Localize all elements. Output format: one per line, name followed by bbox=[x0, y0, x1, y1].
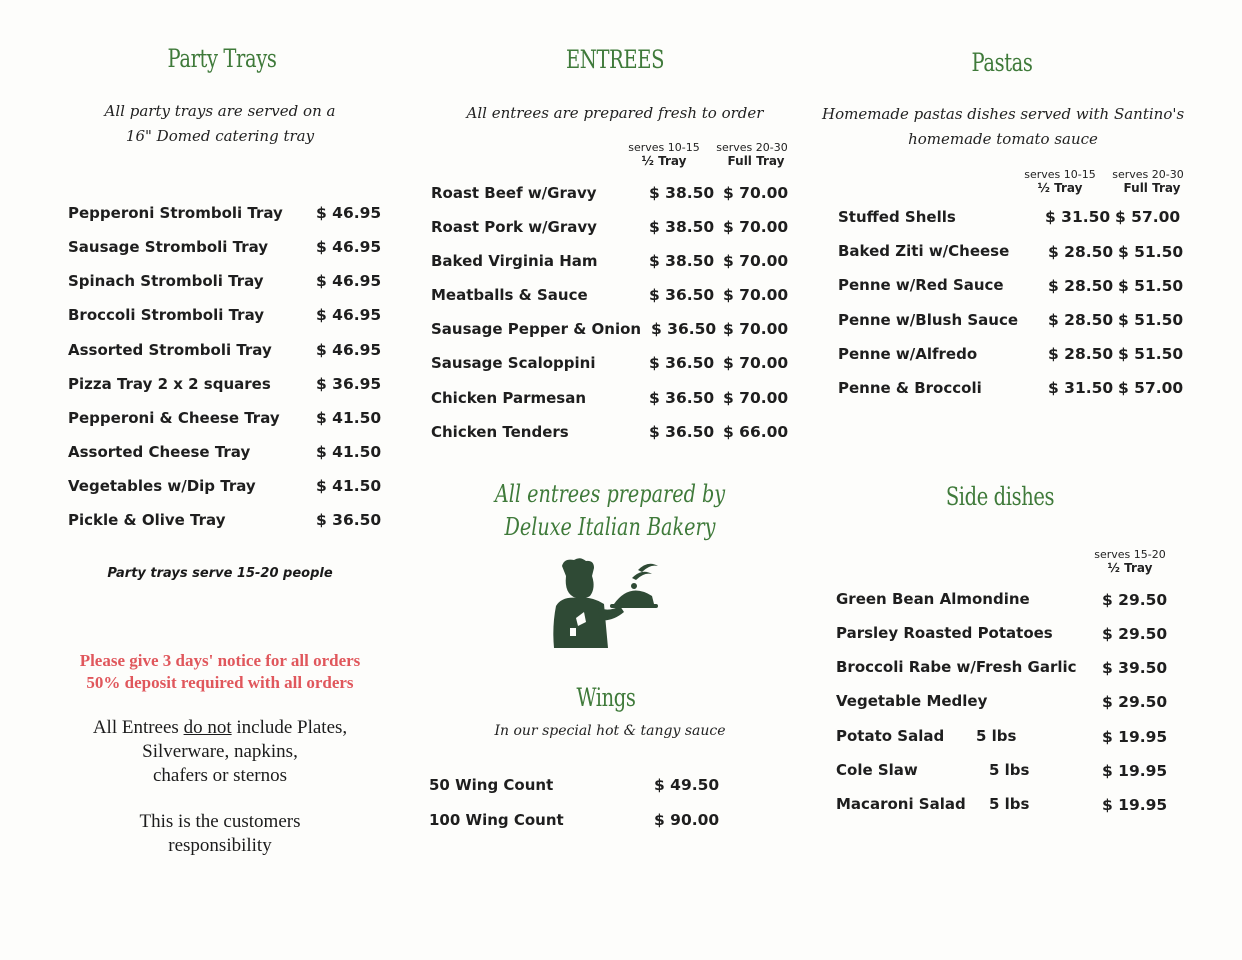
party-tray-item-price: $ 46.95 bbox=[316, 272, 382, 290]
party-trays-desc-line-2: 16" Domed catering tray bbox=[125, 127, 315, 145]
pasta-item-name: Penne w/Blush Sauce bbox=[838, 311, 1019, 329]
party-tray-item-price: $ 46.95 bbox=[316, 306, 382, 324]
disclaimer-text: All Entrees bbox=[92, 717, 184, 738]
entrees-description: All entrees are prepared fresh to order bbox=[466, 104, 764, 122]
side-dish-price: $ 29.50 bbox=[1102, 693, 1168, 711]
side-dish-quantity: 5 lbs bbox=[989, 761, 1030, 779]
party-tray-item-name: Pepperoni & Cheese Tray bbox=[68, 409, 280, 427]
side-dish-item-name: Vegetable Medley bbox=[836, 692, 988, 710]
entree-full-price: $ 66.00 bbox=[723, 423, 789, 441]
order-notice-line-1: Please give 3 days' notice for all orders bbox=[79, 651, 361, 670]
party-tray-item-name: Sausage Stromboli Tray bbox=[68, 238, 269, 256]
entrees-title: ENTREES bbox=[565, 45, 665, 74]
entree-item-name: Chicken Parmesan bbox=[431, 389, 587, 407]
entree-half-price: $ 36.50 bbox=[649, 423, 715, 441]
pasta-half-price: $ 28.50 bbox=[1048, 243, 1114, 261]
wings-description: In our special hot & tangy sauce bbox=[494, 723, 726, 739]
pasta-half-price: $ 28.50 bbox=[1048, 345, 1114, 363]
pasta-item-name: Stuffed Shells bbox=[838, 208, 956, 226]
entree-item-name: Meatballs & Sauce bbox=[431, 286, 588, 304]
bakery-credit-line-2: Deluxe Italian Bakery bbox=[504, 513, 716, 541]
entree-full-price: $ 70.00 bbox=[723, 252, 789, 270]
entree-half-price: $ 38.50 bbox=[649, 184, 715, 202]
side-dish-price: $ 29.50 bbox=[1102, 625, 1168, 643]
entree-full-price: $ 70.00 bbox=[723, 286, 789, 304]
entree-full-price: $ 70.00 bbox=[723, 184, 789, 202]
entree-item-name: Chicken Tenders bbox=[431, 423, 569, 441]
party-trays-title: Party Trays bbox=[167, 44, 277, 73]
party-tray-item-name: Pizza Tray 2 x 2 squares bbox=[68, 375, 271, 393]
party-tray-item-price: $ 41.50 bbox=[316, 409, 382, 427]
party-trays-desc-line-1: All party trays are served on a bbox=[104, 102, 336, 120]
party-tray-item-name: Broccoli Stromboli Tray bbox=[68, 306, 265, 324]
order-notice-line-2: 50% deposit required with all orders bbox=[86, 673, 354, 692]
side-dishes-title: Side dishes bbox=[945, 482, 1055, 511]
wing-item-name: 50 Wing Count bbox=[429, 776, 554, 794]
pastas-description bbox=[822, 102, 1184, 152]
party-tray-item-name: Pepperoni Stromboli Tray bbox=[68, 204, 283, 222]
chef-carrying-platter-icon bbox=[548, 556, 670, 650]
wing-item-name: 100 Wing Count bbox=[429, 811, 564, 829]
entree-item-name: Baked Virginia Ham bbox=[431, 252, 598, 270]
side-dish-price: $ 19.95 bbox=[1102, 728, 1168, 746]
entree-half-price: $ 38.50 bbox=[649, 218, 715, 236]
entree-full-price: $ 70.00 bbox=[723, 389, 789, 407]
entree-item-name: Roast Beef w/Gravy bbox=[431, 184, 597, 202]
pasta-full-price: $ 51.50 bbox=[1118, 345, 1184, 363]
side-dish-quantity: 5 lbs bbox=[976, 727, 1017, 745]
pastas-half-label: ½ Tray bbox=[1037, 181, 1083, 195]
party-tray-item-name: Pickle & Olive Tray bbox=[68, 511, 226, 529]
party-tray-item-price: $ 46.95 bbox=[316, 341, 382, 359]
side-dishes-half-label: ½ Tray bbox=[1107, 561, 1153, 575]
pasta-item-name: Penne w/Red Sauce bbox=[838, 276, 1004, 294]
side-dish-item-name: Cole Slaw bbox=[836, 761, 918, 779]
pasta-full-price: $ 51.50 bbox=[1118, 243, 1184, 261]
pastas-full-serves: serves 20-30 bbox=[1112, 168, 1184, 181]
pasta-item-name: Baked Ziti w/Cheese bbox=[838, 242, 1010, 260]
party-tray-item-price: $ 36.50 bbox=[316, 511, 382, 529]
side-dish-item-name: Parsley Roasted Potatoes bbox=[836, 624, 1053, 642]
entree-item-name: Sausage Scaloppini bbox=[431, 354, 596, 372]
side-dish-price: $ 19.95 bbox=[1102, 762, 1168, 780]
entree-item-name: Sausage Pepper & Onion bbox=[431, 320, 642, 338]
disclaimer-line-2: Silverware, napkins, bbox=[142, 741, 298, 762]
pastas-full-label: Full Tray bbox=[1123, 181, 1181, 195]
pasta-full-price: $ 51.50 bbox=[1118, 311, 1184, 329]
entree-half-price: $ 36.50 bbox=[651, 320, 717, 338]
wing-item-price: $ 90.00 bbox=[654, 811, 720, 829]
party-tray-item-price: $ 46.95 bbox=[316, 204, 382, 222]
party-trays-description bbox=[60, 99, 380, 149]
responsibility-line-1: This is the customers bbox=[139, 811, 301, 832]
party-tray-item-price: $ 41.50 bbox=[316, 443, 382, 461]
disclaimer-line-1 bbox=[20, 716, 420, 740]
side-dish-item-name: Macaroni Salad bbox=[836, 795, 966, 813]
entree-half-price: $ 36.50 bbox=[649, 286, 715, 304]
party-tray-item-name: Vegetables w/Dip Tray bbox=[68, 477, 256, 495]
entree-half-price: $ 36.50 bbox=[649, 389, 715, 407]
disclaimer-line-3: chafers or sternos bbox=[152, 765, 287, 786]
disclaimer-emphasis: do not bbox=[183, 717, 232, 738]
entree-half-price: $ 38.50 bbox=[649, 252, 715, 270]
disclaimer-text: include Plates, bbox=[231, 717, 348, 738]
party-tray-item-price: $ 36.95 bbox=[316, 375, 382, 393]
pasta-half-price: $ 28.50 bbox=[1048, 277, 1114, 295]
entree-full-price: $ 70.00 bbox=[723, 218, 789, 236]
disclaimer-block bbox=[20, 716, 420, 788]
pasta-half-price: $ 31.50 bbox=[1045, 208, 1111, 226]
party-tray-item-name: Spinach Stromboli Tray bbox=[68, 272, 264, 290]
pastas-desc-line-2: homemade tomato sauce bbox=[908, 130, 1098, 148]
pastas-half-serves: serves 10-15 bbox=[1024, 168, 1096, 181]
party-tray-item-price: $ 46.95 bbox=[316, 238, 382, 256]
pastas-title: Pastas bbox=[971, 48, 1033, 77]
side-dish-price: $ 19.95 bbox=[1102, 796, 1168, 814]
wings-title: Wings bbox=[576, 683, 636, 712]
bakery-credit-line-1: All entrees prepared by bbox=[494, 480, 726, 508]
pasta-full-price: $ 51.50 bbox=[1118, 277, 1184, 295]
entrees-half-label: ½ Tray bbox=[641, 154, 687, 168]
bakery-credit bbox=[490, 478, 730, 544]
entree-item-name: Roast Pork w/Gravy bbox=[431, 218, 597, 236]
side-dish-item-name: Potato Salad bbox=[836, 727, 945, 745]
pasta-full-price: $ 57.00 bbox=[1115, 208, 1181, 226]
pasta-item-name: Penne & Broccoli bbox=[838, 379, 982, 397]
entree-half-price: $ 36.50 bbox=[649, 354, 715, 372]
side-dish-item-name: Green Bean Almondine bbox=[836, 590, 1030, 608]
wing-item-price: $ 49.50 bbox=[654, 776, 720, 794]
entrees-full-serves: serves 20-30 bbox=[716, 141, 788, 154]
side-dish-price: $ 39.50 bbox=[1102, 659, 1168, 677]
pasta-half-price: $ 28.50 bbox=[1048, 311, 1114, 329]
party-tray-item-name: Assorted Cheese Tray bbox=[68, 443, 251, 461]
side-dish-price: $ 29.50 bbox=[1102, 591, 1168, 609]
responsibility-note bbox=[20, 810, 420, 858]
entree-full-price: $ 70.00 bbox=[723, 354, 789, 372]
side-dishes-half-serves: serves 15-20 bbox=[1094, 548, 1166, 561]
party-tray-item-name: Assorted Stromboli Tray bbox=[68, 341, 272, 359]
pasta-half-price: $ 31.50 bbox=[1048, 379, 1114, 397]
pastas-desc-line-1: Homemade pastas dishes served with Santino's bbox=[822, 105, 1185, 123]
pasta-full-price: $ 57.00 bbox=[1118, 379, 1184, 397]
pasta-item-name: Penne w/Alfredo bbox=[838, 345, 978, 363]
responsibility-line-2: responsibility bbox=[168, 835, 272, 856]
party-trays-serves-note: Party trays serve 15-20 people bbox=[107, 566, 333, 581]
side-dish-item-name: Broccoli Rabe w/Fresh Garlic bbox=[836, 658, 1077, 676]
side-dish-quantity: 5 lbs bbox=[989, 795, 1030, 813]
entrees-half-serves: serves 10-15 bbox=[628, 141, 700, 154]
entree-full-price: $ 70.00 bbox=[723, 320, 789, 338]
party-tray-item-price: $ 41.50 bbox=[316, 477, 382, 495]
entrees-full-label: Full Tray bbox=[727, 154, 785, 168]
